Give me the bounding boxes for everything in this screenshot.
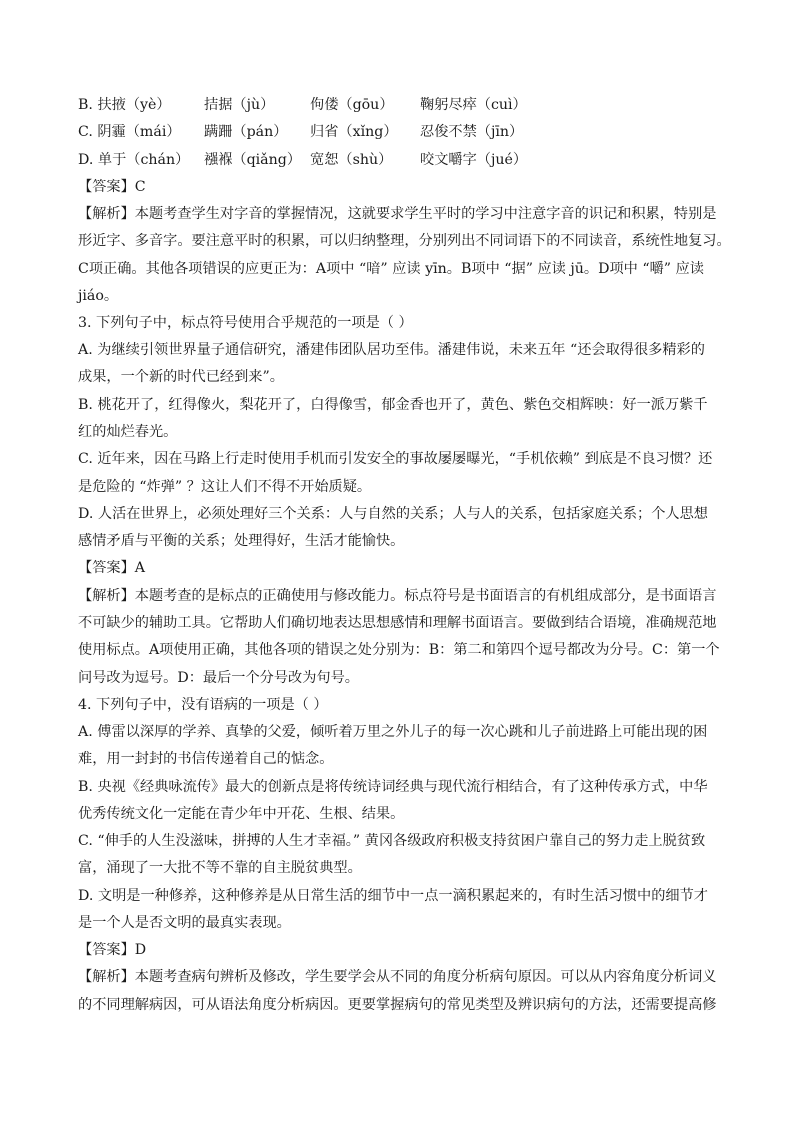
- q4-option-d-cont: 是一个人是否文明的最真实表现。: [78, 915, 291, 931]
- q3-analysis-line: 问号改为逗号。D：最后一个分号改为句号。: [78, 670, 359, 686]
- q2-option-d: D. 单于（chán） 襁褓（qiǎng） 宽恕（shù） 咬文嚼字（jué）: [78, 152, 528, 168]
- q2-analysis-line: 【解析】本题考查学生对字音的掌握情况，这就要求学生平时的学习中注意字音的识记和积累，特别是: [78, 206, 717, 222]
- q4-option-b: B. 央视《经典咏流传》最大的创新点是将传统诗词经典与现代流行相结合，有了这种传承方式，中华: [78, 779, 708, 795]
- q3-option-d-cont: 感情矛盾与平衡的关系；处理得好，生活才能愉快。: [78, 533, 405, 549]
- q3-analysis-line: 【解析】本题考查的是标点的正确使用与修改能力。标点符号是书面语言的有机组成部分，是书面语言: [78, 588, 717, 604]
- q4-option-c-cont: 富，涌现了一大批不等不靠的自主脱贫典型。: [78, 860, 362, 876]
- q3-analysis-line: 使用标点。A项使用正确，其他各项的错误之处分别为：B：第二和第四个逗号都改为分号。C：第一个: [78, 642, 720, 658]
- q2-option-b: B. 扶掖（yè） 拮据（jù） 佝偻（gōu） 鞠躬尽瘁（cuì）: [78, 97, 527, 113]
- q4-option-c: C. “伸手的人生没滋味，拼搏的人生才幸福。” 黄冈各级政府积极支持贫困户靠自己的努力走上脱贫致: [78, 833, 706, 849]
- q3-analysis-line: 不可缺少的辅助工具。它帮助人们确切地表达思想感情和理解书面语言。要做到结合语境，准确规范地: [78, 615, 717, 631]
- q4-option-a-cont: 难，用一封封的书信传递着自己的惦念。: [78, 751, 334, 767]
- q3-option-b-cont: 红的灿烂春光。: [78, 424, 178, 440]
- q3-answer: 【答案】A: [78, 560, 145, 576]
- q4-answer: 【答案】D: [78, 942, 147, 958]
- q2-analysis-line: jiáo。: [78, 288, 119, 304]
- q4-analysis-line: 的不同理解病因，可从语法角度分析病因。更要掌握病句的常见类型及辨识病句的方法，还需要提高修: [78, 997, 717, 1013]
- q3-stem: 3. 下列句子中，标点符号使用合乎规范的一项是（ ）: [78, 315, 413, 331]
- q4-option-a: A. 傅雷以深厚的学养、真挚的父爱，倾听着万里之外儿子的每一次心跳和儿子前进路上可能出现的困: [78, 724, 708, 740]
- q4-stem: 4. 下列句子中，没有语病的一项是（ ）: [78, 697, 328, 713]
- q4-analysis-line: 【解析】本题考查病句辨析及修改，学生要学会从不同的角度分析病句原因。可以从内容角度分析词义: [78, 969, 717, 985]
- q3-option-d: D. 人活在世界上，必须处理好三个关系：人与自然的关系；人与人的关系，包括家庭关系；个人思想: [78, 506, 708, 522]
- q2-option-c: C. 阴霾（mái） 蹒跚（pán） 归省（xǐng） 忍俊不禁（jīn）: [78, 124, 524, 140]
- q3-option-b: B. 桃花开了，红得像火，梨花开了，白得像雪，郁金香也开了，黄色、紫色交相辉映：好一派万紫千: [78, 397, 708, 413]
- q3-option-c-cont: 是危险的 “炸弹” ？这让人们不得不开始质疑。: [78, 479, 372, 495]
- q2-analysis-line: C项正确。其他各项错误的应更正为：A项中 “喑” 应读 yīn。B项中 “据” 应读 jū。D项中 “嚼” 应读: [78, 261, 704, 277]
- q4-option-b-cont: 优秀传统文化一定能在青少年中开花、生根、结果。: [78, 806, 405, 822]
- q2-analysis-line: 形近字、多音字。要注意平时的积累，可以归纳整理，分别列出不同词语下的不同读音，系统性地复习。: [78, 233, 731, 249]
- q3-option-c: C. 近年来，因在马路上行走时使用手机而引发安全的事故屡屡曝光，“手机依赖” 到底是不良习惯？还: [78, 451, 713, 467]
- q3-option-a-cont: 成果，一个新的时代已经到来”。: [78, 369, 284, 385]
- q3-option-a: A. 为继续引领世界量子通信研究，潘建伟团队居功至伟。潘建伟说，未来五年 “还会取得很多精彩的: [78, 342, 705, 358]
- q4-option-d: D. 文明是一种修养，这种修养是从日常生活的细节中一点一滴积累起来的，有时生活习惯中的细节才: [78, 888, 708, 904]
- q2-answer: 【答案】C: [78, 179, 146, 195]
